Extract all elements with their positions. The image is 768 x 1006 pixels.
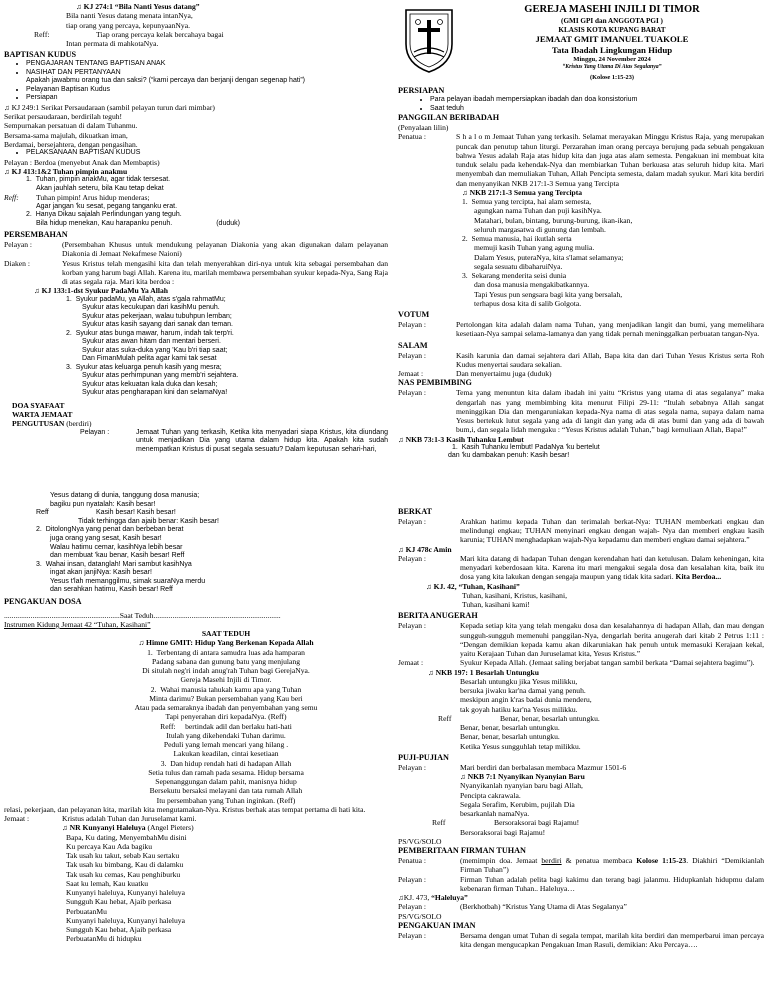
section-pengakuan-iman: PENGAKUAN IMAN: [398, 920, 476, 930]
nkb7-title: ♫ NKB 7:1 Nyanyikan Nyanyian Baru: [460, 772, 585, 782]
berkat-text: Arahkan hatimu kepada Tuhan dan terimalah berkat-Nya: TUHAN memberkati engkau dan melindungi engkau; TUHAN menyinari engkau dengan wajah- Nya dan memberi engkau kasih karunia; TUHAN menghadapkan wajah-Nya kepadamu dan memberi engkau damai sejahtera.”: [460, 516, 764, 545]
kj413-title: ♫ KJ 413:1&2 Tuhan pimpin anakmu: [4, 166, 128, 176]
himne-line: Setia tulus dan ramah pada sesama. Hidup bersama: [148, 767, 304, 777]
berita-jemaat-text: Syukur Kepada Allah. (Jemaat saling berjabat tangan sambil berkata “Damai sejahtera bagimu”).: [460, 658, 755, 668]
nkb217-line: dan dosa manusia mengakibatkannya.: [474, 280, 590, 290]
nr-line: Sungguh Kau hebat, Ajaib perkasa: [66, 925, 172, 935]
himne-line: Sepenanggungan dalam pahit, manisnya hidup: [155, 777, 297, 787]
nkb197-line: Benar, benar, besarlah untungku.: [460, 723, 560, 733]
service-date: Minggu, 24 November 2024: [573, 55, 651, 63]
kj473-bold: “Haleluya”: [431, 893, 468, 903]
himne-line: Atau pada semaraknya ibadah dan penyembahan yang semu: [134, 703, 318, 713]
bullet-item: • PENGAJARAN TENTANG BAPTISAN ANAK: [26, 60, 388, 69]
berdiri-underlined: berdiri: [541, 856, 562, 866]
reff-label: Reff:: [160, 721, 176, 731]
role-label: Pelayan :: [398, 516, 427, 526]
kj133-line: Syukur atas kasih sayang dari sanak dan teman.: [82, 321, 233, 329]
ps-vg-solo: PS/VG/SOLO: [398, 836, 442, 846]
kj133-line: Syukur atas kekuatan kala duka dan kesah;: [82, 380, 218, 388]
kj274-title: ♫ KJ 274:1 “Bila Nanti Yesus datang”: [76, 2, 200, 11]
nkb217-line: agungkan nama Tuhan dan puji kasihNya.: [474, 206, 602, 216]
himne-line: Peduli yang lemah mencari yang hilang .: [163, 740, 289, 750]
himne-line: bertindak adil dan berlaku hati-hati: [185, 721, 292, 731]
nkb197-title: ♫ NKB 197: 1 Besarlah Untungku: [428, 667, 539, 677]
nr-line: Ku percaya Kau Ada bagiku: [66, 841, 153, 851]
panggilan-note: (Penyalaan lilin): [398, 123, 449, 133]
kj413-line: Agar jangan 'ku sesat, pegang tanganku erat.: [36, 202, 178, 210]
nkb217-line: Tapi Yesus pun sengsara bagi kita yang bersalah,: [474, 289, 623, 299]
nr-line: Bapa, Ku dating, MenyembahMu disini: [66, 832, 187, 842]
jemaat-text: Kristus adalah Tuhan dan Juruselamat kami.: [62, 814, 197, 824]
kita-berdoa: Kita Berdoa...: [675, 572, 722, 582]
salam-jemaat-text: Dan menyertaimu juga (duduk): [456, 369, 552, 379]
nkb7-line: Bersoraksorai bagi Rajamu!: [460, 827, 546, 837]
role-label: Pelayan :: [398, 874, 427, 884]
song-line: Yesus t'lah memanggilmu, simak suaraNya merdu: [50, 577, 206, 585]
reading-ref: (Kolose 1:15-23): [590, 73, 634, 81]
section-persiapan: PERSIAPAN: [398, 86, 445, 95]
reff-label: Reff:: [34, 29, 50, 39]
instrumen-line: Instrumen Kidung Jemaat 42 “Tuhan, Kasihani”: [4, 619, 151, 629]
berita-text: Kepada setiap kita yang telah mengaku dosa dan kesalahannya di hadapan Allah, dan mau dengan sungguh-sungguh memenuhi panggilan-Nya, dengarlah berita anugerah dari kitab 2 Petrus 1:11 : “Dengan demikian kepada kamu akan dikaruniakan hak penuh untuk memasuki Kerajaan kekal, yaitu Kerajaan Tuhan dan Juruselamat kita, Yesus Kristus.”: [460, 621, 764, 659]
section-persembahan: PERSEMBAHAN: [4, 230, 68, 240]
pengutusan: PENGUTUSAN: [12, 419, 65, 429]
section-panggilan: PANGGILAN BERIBADAH: [398, 113, 500, 123]
section-berita-anugerah: BERITA ANUGERAH: [398, 611, 478, 621]
nkb217-line: Dalam Yesus, puteraNya, kita s'lamat selamanya;: [474, 252, 624, 262]
nr-line: Kunyanyi haleluya, Kunyanyi haleluya: [66, 915, 185, 925]
right-column: GEREJA MASEHI INJILI DI TIMOR (GMI GPI dan ANGGOTA PGI ) KLASIS KOTA KUPANG BARAT JEMAAT GMIT IMANUEL TUAKOLE Tata Ibadah Lingkungan Hidup Minggu, 24 November 2024 “Kristus Yang Utama Di Atas Segalanya” (Kolose 1:15-23) PERSIAPAN • Para pelayan ibadah mempersiapkan ibadah dan doa konsistorium • Saat teduh PANGGILAN BERIBADAH (Penyalaan lilin) Penatua : S h a l o m Jemaat Tuhan yang terkasih. Selamat merayakan Minggu Kristus Raja, yang merupakan puncak dan penutup tahun liturgi. Perzarahan iman orang percaya berujung pada sebuah pengakuan bahwa Yesus adalah Raja atas hidup kita dan juga atas alam semesta. Pengakuan ini membuat kita tunduk selalu pada kehendak-Nya dan membiarkan Tuhan berkuasa atas seluruh hidup kita. Mari menyembah dan memuliakan Tuhan, Allah Pencipta semesta, dalam madah syukur. Mari kita berdiri dan menyanyikan NKB 217:1-3 Semua yang Tercipta ♫ NKB 217:1-3 Semua yang Tercipta 1. Semua yang tercipta, hai alam semesta, agungkan nama Tuhan dan puji kasihNya. Matahari, bulan, bintang, burung-burung, ikan-ikan, seluruh margasatwa di gunung dan lembah. 2. Semua manusia, hai ikutlah serta memuji kasih Tuhan yang agung mulia. Dalam Yesus, puteraNya, kita s'lamat selamanya; segala sesuatu dibaharuiNya. 3. Sekarang menderita seisi dunia dan dosa manusia mengakibatkannya. Tapi Yesus pun sengsara bagi kita yang bersalah, terhapus dosa kita di salib Golgota. VOTUM Pelayan : Pertolongan kita adalah dalam nama Tuhan, yang menjadikan langit dan bumi, yang memelihara kesetiaan-Nya sampai selama-lamanya dan yang tidak pernah meninggalkan perbuatan tangan-Nya. SALAM Pelayan : Kasih karunia dan damai sejahtera dari Allah, Bapa kita dan dari Tuhan Yesus Kristus serta Roh Kudus menyertai saudara sekalian. Jemaat : Dan menyertaimu juga (duduk) NAS PEMBIMBING Pelayan : Tema yang menuntun kita dalam ibadah ini yaitu “Kristus yang utama di atas segalanya” maka dengarlah nas yang membimbing kita menurut Filipi 29-11: “Itulah sebabnya Allah sangat meninggikan Dia dan mengaruniakan kepada-Nya nama di atas segala nama, supaya dalam nama Yesus bertekuk lutut segala yang ada di langit dan yang ada di atas bumi dan yang ada di bawah bum,i, dan segala lidah mengaku : “Yesus Kristus adalah Tuhan,” bagi kemuliaan Allah, Bapa!” ♫ NKB 73:1-3 Kasih Tuhanku Lembut 1. Kasih Tuhanku lembut! PadaNya 'ku bertelut dan 'ku dambakan penuh: Kasih besar! BERKAT Pelayan : Arahkan hatimu kepada Tuhan dan terimalah berkat-Nya: TUHAN memberkati engkau dan melindungi engkau; TUHAN menyinari engkau dengan wajah- Nya dan memberi engkau kasih karunia; TUHAN menghadapkan wajah-Nya kepadamu dan memberi engkau damai sejahtera.” ♫ KJ 478c Amin Pelayan : Mari kita datang di hadapan Tuhan dengan kerendahan hati dan ketulusan. Dalam keheningan, kita menyadari keberdosaan kita. Karena itu mari mengakui segala dosa dan kesalahan kita, baik itu dosa yang kita lakukan dengan sengaja maupun yang tidak kita sadari. Kita Berdoa... ♫ KJ. 42, “Tuhan, Kasihani” Tuhan, kasihani, Kristus, kasihani, Tuhan, kasihani kami! BERITA ANUGERAH Pelayan : Kepada setiap kita yang telah mengaku dosa dan kesalahannya di hadapan Allah, dan mau dengan sungguh-sungguh memenuhi panggilan-Nya, dengarlah berita anugerah dari kitab 2 Petrus 1:11 : “Dengan demikian kepada kamu akan dikaruniakan hak penuh untuk memasuki Kerajaan kekal, yaitu Kerajaan Tuhan dan Juruselamat kita, Yesus Kristus.” Jemaat : Syukur Kepada Allah. (Jemaat saling berjabat tangan sambil berkata “Damai sejahtera bagimu”). ♫ NKB 197: 1 Besarlah Untungku Besarlah untungku jika Yesus milikku, bersuka jiwaku kar'na damai yang penuh. meskipun angin k'ras badai dunia menderu, tak goyah hatiku kar'na Yesus milikku. Reff Benar, benar, besarlah untungku. Benar, benar, besarlah untungku. Benar, benar, besarlah untungku. Ketika Yesus sungguhlah tetap milikku. PUJI-PUJIAN Pelayan : Mari berdiri dan berbalasan membaca Mazmur 1501-6 ♫ NKB 7:1 Nyanyikan Nyanyian Baru Nyanyikanlah nyanyian baru bagi Allah, Pencipta cakrawala. Segala Serafim, Kerubim, pujilah Dia besarkanlah namaNya. Reff Bersoraksoraі bagi Rajamu! Bersoraksorai bagi Rajamu! PS/VG/SOLO PEMBERITAAN FIRMAN TUHAN Penatua : (memimpin doa. Jemaat berdiri & penatua membaca Kolose 1:15-23. Diakhiri “Demikianlah Firman Tuhan”) Pelayan : Firman Tuhan adalah pelita bagi kakimu dan terang bagi jalanmu. Hidupkanlah hidupmu dalam kebenaran firman Tuhan.. Haleluya… ♫KJ. 473, “Haleluya” Pelayan : (Berkhotbah) “Kristus Yang Utama di Atas Segalanya” PS/VG/SOLO PENGAKUAN IMAN Pelayan : Bersama dengan umat Tuhan di segala tempat, marilah kita berdiri dan memperbarui iman percaya kita dengan mengucapkan Pengakuan Iman Rasuli, demikian: Aku Percaya….: [398, 0, 764, 1006]
congregation-name: JEMAAT GMIT IMANUEL TUAKOLE: [535, 34, 689, 45]
church-name: GEREJA MASEHI INJILI DI TIMOR: [524, 4, 700, 15]
nkb217-title: ♫ NKB 217:1-3 Semua yang Tercipta: [462, 187, 583, 197]
section-votum: VOTUM: [398, 310, 430, 320]
role-label: Pelayan :: [4, 240, 33, 250]
nkb197-line: Benar, benar, besarlah untungku.: [500, 713, 600, 723]
pengutusan-note: (berdiri): [66, 419, 92, 429]
nr-line: Sungguh Kau hebat, Ajaib perkasa: [66, 897, 172, 907]
nkb217-line: Sekarang menderita seisi dunia: [471, 271, 567, 281]
himne-line: Bersekutu bersaksi melayani dan tata rumah Allah: [149, 786, 303, 796]
bullet-item: • Para pelayan ibadah mempersiapkan ibadah dan doa konsistorium: [430, 96, 764, 105]
pers-text: (Persembahan Khusus untuk mendukung pelayanan Diakonia yang akan digunakan dalam pelayanan Diakonia di Jemaat Nekafmese Naioni): [62, 240, 388, 259]
section-pengakuan-dosa: PENGAKUAN DOSA: [4, 596, 82, 606]
diaken-text: Yesus Kristus telah mengasihi kita dan telah menyerahkan diri-nya untuk kita sebagai persembahan dan korban yang harum bagi Allah. Karena itu, marilah membawa persembahan syukur kepada-Nya, Sang Raja di atas segala raja. Mari kita berdoa :: [62, 258, 388, 287]
reff-label: Reff: [36, 509, 49, 517]
himne-line: Lakukan keadilan, cintai kesetiaan: [173, 749, 279, 759]
nkb197-line: bersuka jiwaku kar'na damai yang penuh.: [460, 686, 586, 696]
nkb197-line: Ketika Yesus sungguhlah tetap milikku.: [460, 741, 581, 751]
nkb197-line: Besarlah untungku jika Yesus milikku,: [460, 676, 578, 686]
nkb197-line: Benar, benar, besarlah untungku.: [460, 732, 560, 742]
kj249-line: Sempurnakan persatuan di dalam Tuhanmu.: [4, 121, 138, 131]
nr-line: PerbuatanMu: [66, 906, 107, 916]
nkb7-line: Bersoraksoraі bagi Rajamu!: [494, 818, 580, 828]
kj133-line: Dan FimanMulah pelita agar kami tak sesat: [82, 355, 217, 363]
nkb217-line: terhapus dosa kita di salib Golgota.: [474, 298, 582, 308]
classis-line: KLASIS KOTA KUPANG BARAT: [558, 25, 666, 34]
kj42-title: ♫ KJ. 42, “Tuhan, Kasihani”: [426, 581, 520, 591]
himne-title: ♫ Himne GMIT: Hidup Yang Berkenan Kepada Allah: [138, 638, 314, 648]
nr-line: Tak usah ku takut, sebab Kau sertaku: [66, 851, 180, 861]
section-baptisan: BAPTISAN KUDUS: [4, 50, 77, 60]
himne-line: Di situlah neg'ri indah anug'rah Tuhan bagi GerejaNya.: [142, 666, 310, 676]
kj413-line: Bila hidup menekan, Kau harapanku penuh.: [36, 219, 173, 227]
himne-line: Minta darimu? Bukan persembahan yang Kau beri: [149, 693, 303, 703]
bullet-item: • Saat teduh: [430, 105, 764, 114]
nkb217-line: Matahari, bulan, bintang, burung-burung, ikan-ikan,: [474, 215, 633, 225]
kj413-line: Tuhan pimpin! Arus hidup menderas;: [36, 193, 150, 203]
nkb73-title: ♫ NKB 73:1-3 Kasih Tuhanku Lembut: [398, 434, 524, 444]
kj249-line: Bersama-sama majulah, dikuatkan iman,: [4, 130, 128, 140]
role-label: Penatua :: [398, 856, 427, 866]
nr-line: Tak usah ku cemas, Kau penghiburku: [66, 869, 181, 879]
role-label: Pelayan :: [398, 350, 427, 360]
nkb217-line: Semua manusia, hai ikutlah serta: [471, 234, 572, 244]
service-theme: “Kristus Yang Utama Di Atas Segalanya”: [562, 63, 662, 70]
role-label: Diaken :: [4, 258, 30, 268]
synod-line: (GMI GPI dan ANGGOTA PGI ): [561, 16, 663, 25]
role-label: Pelayan :: [398, 320, 427, 330]
nr-line: Kunyanyi haleluya, Kunyanyi haleluya: [66, 888, 185, 898]
role-label: Pelayan :: [398, 553, 427, 563]
kj413-line: Hanya Dikau sajalah Perlindungan yang teguh.: [35, 211, 182, 219]
reff-label: Reff: [438, 713, 452, 723]
kj133-line: Syukur atas pengharapan kini dan selamaNya!: [82, 389, 228, 397]
section-berkat: BERKAT: [398, 506, 432, 516]
kj274-line: Tiap orang percaya kelak bercahaya bagai: [96, 29, 224, 39]
himne-line: Itulah yang dikehendaki Tuhan darimu.: [166, 730, 286, 740]
section-nas-pembimbing: NAS PEMBIMBING: [398, 378, 472, 388]
role-label: Pelayan :: [398, 762, 427, 772]
relasi-text: relasi, pekerjaan, dan pelayanan kita, marilah kita mengutamakan-Nya. Kristus berhak atas tempat pertama di hati kita.: [4, 804, 366, 814]
song-line: dan serahkan hatimu, Kasih besar! Reff: [50, 586, 173, 594]
bullet-item: • NASIHAT DAN PERTANYAAN: [26, 69, 388, 78]
himne-line: Wahai manusia tahukah kamu apa yang Tuhan: [160, 684, 302, 694]
nkb73-line: dan 'ku dambakan penuh: Kasih besar!: [448, 452, 570, 460]
role-label: Pelayan :: [398, 902, 427, 912]
kj133-line: Syukur atas suka-duka yang 'Kau b'ri tiap saat;: [82, 346, 228, 354]
reff-label: Reff:: [4, 193, 19, 203]
kj133-line: Syukur atas pekerjaan, walau tubuhpun lemban;: [82, 312, 232, 320]
kj42-line: Tuhan, kasihani kami!: [462, 600, 530, 610]
church-logo-icon: [398, 4, 460, 76]
nkb73-line: Kasih Tuhanku lembut! PadaNya 'ku bertelut: [461, 443, 600, 451]
saat-teduh-line: .............................................................Saat Teduh...................................................................: [4, 610, 281, 620]
himne-line: Tapi penyerahan diri kepadaNya. (Reff): [165, 712, 287, 722]
role-label: Pelayan :: [80, 428, 110, 436]
reading-bold: Kolose 1:15-23: [636, 856, 687, 866]
nkb217-line: seluruh margasatwa di gunung dan lembah.: [474, 224, 606, 234]
song-line: Tidak terhingga dan ajaib benar: Kasih besar!: [78, 517, 219, 525]
himne-line: Terbentang di antara samudra luas ada hamparan: [156, 647, 305, 657]
kj133-line: Syukur atas perhimpunan yang memb'ri sejahtera.: [82, 372, 239, 380]
kj413-line: Akan jauhlah seteru, bila Kau tetap dekat: [36, 184, 164, 192]
nr-line: Tak usah ku bimbang, Kau di dalamku: [66, 860, 184, 870]
firman-text: . Diakhiri “Demikianlah Firman Tuhan”): [460, 856, 764, 875]
bullet-item: • Persiapan: [26, 94, 388, 103]
nkb217-line: Semua yang tercipta, hai alam semesta,: [471, 197, 592, 207]
nr-title: ♫ NR Kunyanyi Haleluya: [62, 823, 146, 833]
kj133-line: Syukur atas kecukupan dari kasihMu penuh.: [82, 304, 220, 312]
section-puji-pujian: PUJI-PUJIAN: [398, 752, 449, 762]
song-line: ingat akan janjiNya: Kasih besar!: [50, 569, 152, 577]
warta-jemaat: WARTA JEMAAT: [12, 410, 73, 420]
song-line: DitolongNya yang penat dan berbeban berat: [45, 526, 184, 534]
kj42-line: Tuhan, kasihani, Kristus, kasihani,: [462, 590, 567, 600]
firman-text-2: Firman Tuhan adalah pelita bagi kakimu dan terang bagi jalanmu. Hidupkanlah hidupmu dalam kebenaran firman Tuhan.. Haleluya…: [460, 874, 764, 893]
nr-line: Saat ku lemah, Kau kuatku: [66, 878, 149, 888]
liturgy-title: Tata Ibadah Lingkungan Hidup: [551, 45, 673, 56]
role-label: Jemaat :: [398, 369, 424, 379]
nr-line: PerbuatanMu di hidupku: [66, 934, 142, 944]
iman-text: Bersama dengan umat Tuhan di segala tempat, marilah kita berdiri dan memperbarui iman percaya kita dengan mengucapkan Pengakuan Iman Rasuli, demikian: Aku Percaya….: [460, 930, 764, 950]
kj133-line: Syukur atas bunga mawar, harum, indah tak terp'ri.: [75, 329, 234, 337]
doa-syafaat: DOA SYAFAAT: [12, 400, 65, 410]
nkb7-line: Pencipta cakrawala.: [460, 790, 521, 800]
nkb7-line: besarkanlah namaNya.: [460, 809, 530, 819]
nkb217-line: segala sesuatu dibaharuiNya.: [474, 261, 563, 271]
nas-text: Tema yang menuntun kita dalam ibadah ini yaitu “Kristus yang utama di atas segalanya” maka dengarlah nas yang membimbing kita menurut Filipi 29-11: “Itulah sebabnya Allah sangat meninggikan Dia dan mengaruniakan kepada-Nya nama di atas segala nama, supaya dalam nama Yesus bertekuk lutut segala yang ada di langit dan yang ada di atas bumi dan yang ada di bawah bum,i, dan segala lidah mengaku : “Yesus Kristus adalah Tuhan,” bagi kemuliaan Allah, Bapa!”: [456, 388, 764, 435]
song-line: juga orang yang sesat, Kasih besar!: [50, 534, 162, 542]
firman-text: & penatua membaca: [561, 856, 637, 866]
kj413-line: Tuhan, pimpin anakMu, agar tidak tersesat.: [35, 176, 171, 184]
kj249-title: ♫ KJ 249:1 Serikat Persaudaraan (sambil pelayan turun dari mimbar): [4, 102, 215, 112]
kj249-line: Berdamai, bersejahtera, dengan pengasihan.: [4, 139, 138, 149]
ps-vg-solo: PS/VG/SOLO: [398, 911, 442, 921]
pp-text: Mari berdiri dan berbalasan membaca Mazmur 1501-6: [460, 762, 627, 772]
song-line: Kasih besar! Kasih besar!: [96, 509, 176, 517]
berdoa-line: Pelayan : Berdoa (menyebut Anak dan Membaptis): [4, 157, 160, 167]
role-label: Pelayan :: [398, 930, 427, 940]
role-label: Jemaat :: [398, 658, 424, 668]
section-salam: SALAM: [398, 340, 428, 350]
bulletin-header: [398, 0, 764, 84]
role-label: Penatua :: [398, 132, 427, 142]
bullet-item: • Pelayanan Baptisan Kudus: [26, 86, 388, 95]
himne-line: Itu persembahan yang Tuhan inginkan. (Reff): [156, 795, 296, 805]
role-label: Pelayan :: [398, 388, 427, 398]
kj274-line: Bila nanti Yesus datang menata intanNya,: [66, 11, 193, 21]
kj274-line: Intan permata di mahkotaNya.: [66, 39, 159, 48]
pengutusan-text: Jemaat Tuhan yang terkasih, Ketika kita menyadari siapa Kristus, kita diundang untuk menjadikan Dia yang utama dalam hidup kita. Apakah kita sudah menempatkan Kristus di pusat segala sesuatu? Dalam keputusan sehari-hari,: [136, 428, 388, 453]
song-line: Wahai insan, datanglah! Mari sambut kasihNya: [45, 560, 192, 568]
baptis-question: Apakah jawabmu orang tua dan saksi? (“kami percaya dan berjanji dengan segenap hati”): [26, 77, 306, 85]
salam-text: Kasih karunia dan damai sejahtera dari Allah, Bapa kita dan dari Tuhan Yesus Kristus serta Roh Kudus menyertai saudara sekalian.: [456, 350, 764, 369]
nkb197-line: meskipun angin k'ras badai dunia menderu,: [460, 695, 592, 705]
kj274-line: tiap orang yang percaya, kepunyaanNya.: [66, 20, 190, 30]
nkb217-line: memuji kasih Tuhan yang agung mulia.: [474, 243, 595, 253]
himne-line: Padang sabana dan gunung batu yang menjulang: [151, 656, 301, 666]
kj133-line: Syukur atas awan hitam dan mentari berseri.: [82, 338, 221, 346]
song-line: Walau hatimu cemar, kasihNya lebih besar: [50, 543, 183, 551]
kj133-line: Syukur padaMu, ya Allah, atas s'gala rahmatMu;: [75, 295, 226, 303]
himne-line: Gereja Masehi Injili di Timor.: [180, 675, 272, 685]
panggilan-text: S h a l o m Jemaat Tuhan yang terkasih. Selamat merayakan Minggu Kristus Raja, yang merupakan puncak dan penutup tahun liturgi. Perzarahan iman orang percaya berujung pada sebuah pengakuan bahwa Yesus adalah Raja atas hidup kita dan juga atas alam semesta. Pengakuan ini membuat kita tunduk selalu pada kehendak-Nya dan membiarkan Tuhan berkuasa atas seluruh hidup kita. Mari menyembah dan memuliakan Tuhan, Allah Pencipta semesta, dalam madah syukur. Mari kita berdiri dan menyanyikan NKB 217:1-3 Semua yang Tercipta: [456, 132, 764, 188]
nr-note: (Angel Pieters): [147, 823, 194, 833]
role-label: Jemaat :: [4, 814, 30, 824]
nkb197-line: tak goyah hatiku kar'na Yesus milikku.: [460, 704, 578, 714]
duduk-note: (duduk): [216, 219, 240, 227]
reff-label: Reff: [432, 818, 446, 828]
khotbah-text: (Berkhotbah) “Kristus Yang Utama di Atas Segalanya”: [460, 902, 627, 912]
role-label: Pelayan :: [398, 621, 427, 631]
votum-text: Pertolongan kita adalah dalam nama Tuhan, yang menjadikan langit dan bumi, yang memelihara kesetiaan-Nya sampai selama-lamanya dan yang tidak pernah meninggalkan perbuatan tangan-Nya.: [456, 320, 764, 339]
kj133-line: Syukur atas keluarga penuh kasih yang mesra;: [75, 363, 222, 371]
bullet-item: • PELAKSANAAN BAPTISAN KUDUS: [26, 149, 388, 158]
nkb7-line: Segala Serafim, Kerubim, pujilah Dia: [460, 799, 575, 809]
firman-text: (memimpin doa. Jemaat: [460, 856, 542, 866]
kj478-title: ♫ KJ 478c Amin: [398, 544, 452, 554]
kj473-title: ♫KJ. 473,: [398, 893, 432, 903]
song-line: bagiku pun nyatalah: Kasih besar!: [50, 500, 156, 508]
section-firman: PEMBERITAAN FIRMAN TUHAN: [398, 846, 526, 856]
kj133-title: ♫ KJ 133:1-dst Syukur PadaMu Ya Allah: [34, 286, 168, 296]
saat-teduh-heading: SAAT TEDUH: [201, 629, 251, 639]
left-column: ♫ KJ 274:1 “Bila Nanti Yesus datang” Bila nanti Yesus datang menata intanNya, tiap orang yang percaya, kepunyaanNya. Reff: Tiap orang percaya kelak bercahaya bagai Intan permata di mahkotaNya. BAPTISAN KUDUS • PENGAJARAN TENTANG BAPTISAN ANAK • NASIHAT DAN PERTANYAAN Apakah jawabmu orang tua dan saksi? (“kami percaya dan berjanji dengan segenap hati”) • Pelayanan Baptisan Kudus • Persiapan ♫ KJ 249:1 Serikat Persaudaraan (sambil pelayan turun dari mimbar) Serikat persaudaraan, berdirilah teguh! Sempurnakan persatuan di dalam Tuhanmu. Bersama-sama majulah, dikuatkan iman, Berdamai, bersejahtera, dengan pengasihan. • PELAKSANAAN BAPTISAN KUDUS Pelayan : Berdoa (menyebut Anak dan Membaptis) ♫ KJ 413:1&2 Tuhan pimpin anakmu 1. Tuhan, pimpin anakMu, agar tidak tersesat. Akan jauhlah seteru, bila Kau tetap dekat Reff: Tuhan pimpin! Arus hidup menderas; Agar jangan 'ku sesat, pegang tanganku erat. 2. Hanya Dikau sajalah Perlindungan yang teguh. Bila hidup menekan, Kau harapanku penuh. (duduk) PERSEMBAHAN Pelayan : (Persembahan Khusus untuk mendukung pelayanan Diakonia yang akan digunakan dalam pelayanan Diakonia di Jemaat Nekafmese Naioni) Diaken : Yesus Kristus telah mengasihi kita dan telah menyerahkan diri-nya untuk kita sebagai persembahan dan korban yang harum bagi Allah. Karena itu, marilah membawa persembahan syukur kepada-Nya, Sang Raja di atas segala raja. Mari kita berdoa : ♫ KJ 133:1-dst Syukur PadaMu Ya Allah 1. Syukur padaMu, ya Allah, atas s'gala rahmatMu; Syukur atas kecukupan dari kasihMu penuh. Syukur atas pekerjaan, walau tubuhpun lemban; Syukur atas kasih sayang dari sanak dan teman. 2. Syukur atas bunga mawar, harum, indah tak terp'ri. Syukur atas awan hitam dan mentari berseri. Syukur atas suka-duka yang 'Kau b'ri tiap saat; Dan FimanMulah pelita agar kami tak sesat 3. Syukur atas keluarga penuh kasih yang mesra; Syukur atas perhimpunan yang memb'ri sejahtera. Syukur atas kekuatan kala duka dan kesah; Syukur atas pengharapan kini dan selamaNya! DOA SYAFAAT WARTA JEMAAT PENGUTUSAN (berdiri) Pelayan : Jemaat Tuhan yang terkasih, Ketika kita menyadari siapa Kristus, kita diundang untuk menjadikan Dia yang utama dalam hidup kita. Apakah kita sudah menempatkan Kristus di pusat segala sesuatu? Dalam keputusan sehari-hari, Yesus datang di dunia, tanggung dosa manusia; bagiku pun nyatalah: Kasih besar! Reff Kasih besar! Kasih besar! Tidak terhingga dan ajaib benar: Kasih besar! 2. DitolongNya yang penat dan berbeban berat juga orang yang sesat, Kasih besar! Walau hatimu cemar, kasihNya lebih besar dan membuat 'kau benar, Kasih besar! Reff 3. Wahai insan, datanglah! Mari sambut kasihNya ingat akan janjiNya: Kasih besar! Yesus t'lah memanggilmu, simak suaraNya merdu dan serahkan hatimu, Kasih besar! Reff PENGAKUAN DOSA .............................................................Saat Teduh................................................................... Instrumen Kidung Jemaat 42 “Tuhan, Kasihani” SAAT TEDUH ♫ Himne GMIT: Hidup Yang Berkenan Kepada Allah 1. Terbentang di antara samudra luas ada hamparan Padang sabana dan gunung batu yang menjulang Di situlah neg'ri indah anug'rah Tuhan bagi GerejaNya. Gereja Masehi Injili di Timor. 2. Wahai manusia tahukah kamu apa yang Tuhan Minta darimu? Bukan persembahan yang Kau beri Atau pada semaraknya ibadah dan penyembahan yang semu Tapi penyerahan diri kepadaNya. (Reff) Reff: bertindak adil dan berlaku hati-hati Itulah yang dikehendaki Tuhan darimu. Peduli yang lemah mencari yang hilang . Lakukan keadilan, cintai kesetiaan 3. Dan hidup rendah hati di hadapan Allah Setia tulus dan ramah pada sesama. Hidup bersama Sepenanggungan dalam pahit, manisnya hidup Bersekutu bersaksi melayani dan tata rumah Allah Itu persembahan yang Tuhan inginkan. (Reff) relasi, pekerjaan, dan pelayanan kita, marilah kita mengutamakan-Nya. Kristus berhak atas tempat pertama di hati kita. Jemaat : Kristus adalah Tuhan dan Juruselamat kami. ♫ NR Kunyanyi Haleluya (Angel Pieters) Bapa, Ku dating, MenyembahMu disini Ku percaya Kau Ada bagiku Tak usah ku takut, sebab Kau sertaku Tak usah ku bimbang, Kau di dalamku Tak usah ku cemas, Kau penghiburku Saat ku lemah, Kau kuatku Kunyanyi haleluya, Kunyanyi haleluya Sungguh Kau hebat, Ajaib perkasa PerbuatanMu Kunyanyi haleluya, Kunyanyi haleluya Sungguh Kau hebat, Ajaib perkasa PerbuatanMu di hidupku: [4, 0, 388, 1006]
nkb7-line: Nyanyikanlah nyanyian baru bagi Allah,: [460, 781, 583, 791]
himne-line: Dan hidup rendah hati di hadapan Allah: [170, 758, 292, 768]
kj478-text: Mari kita datang di hadapan Tuhan dengan kerendahan hati dan ketulusan. Dalam keheningan, kita menyadari keberdosaan kita. Karena itu mari mengakui segala dosa dan kesalahan kita, baik itu dosa yang kita lakukan dengan sengaja maupun yang tidak kita sadari.: [460, 553, 764, 582]
song-line: Yesus datang di dunia, tanggung dosa manusia;: [50, 492, 200, 500]
kj249-line: Serikat persaudaraan, berdirilah teguh!: [4, 112, 123, 122]
song-line: dan membuat 'kau benar, Kasih besar! Reff: [50, 552, 185, 560]
